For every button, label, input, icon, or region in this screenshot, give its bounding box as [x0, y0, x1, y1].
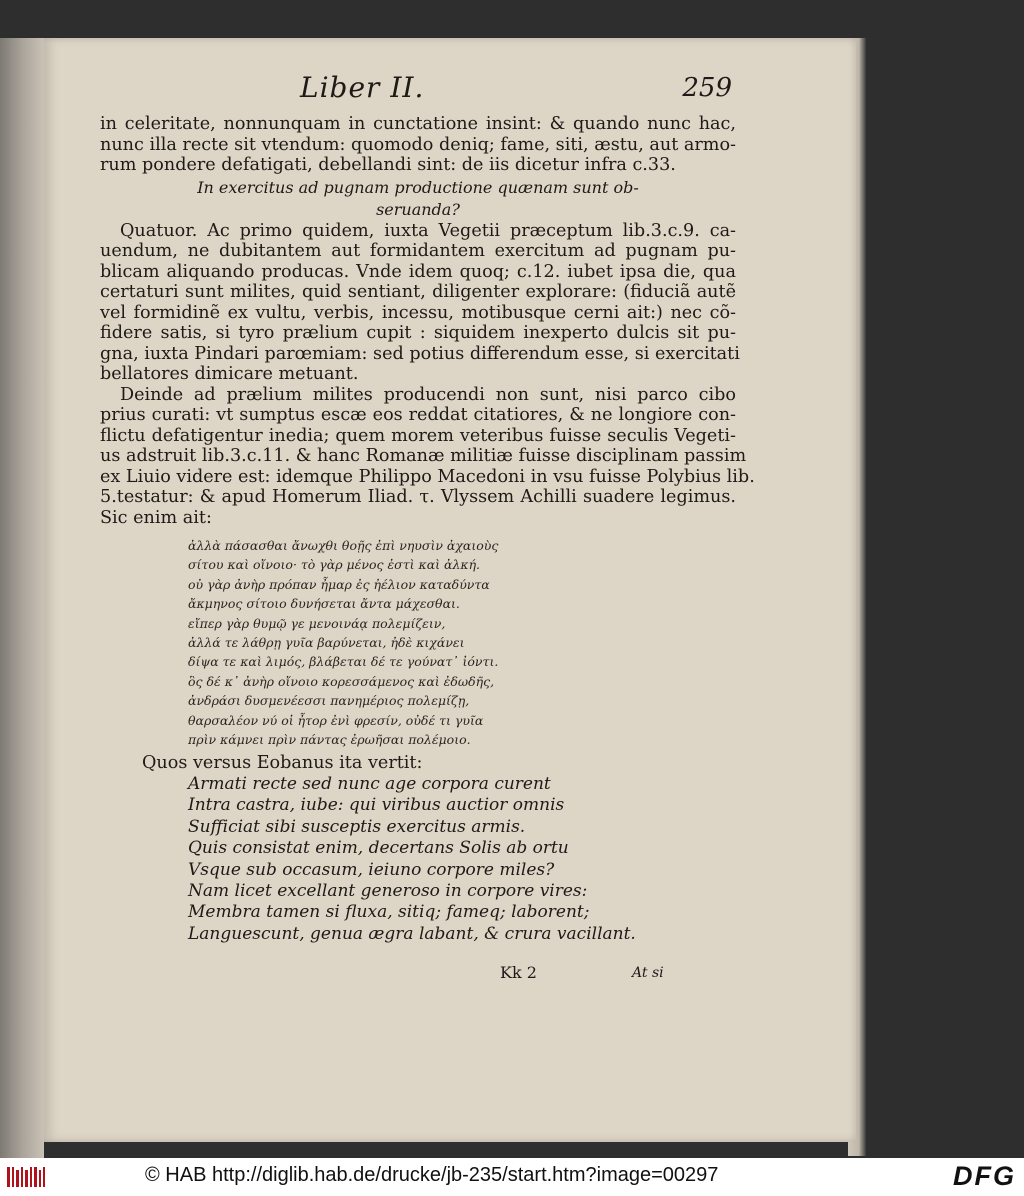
paragraph-line: 5.testatur: & apud Homerum Iliad. τ. Vlyssem Achilli suadere legimus. — [100, 487, 736, 507]
paragraph-line: us adstruit lib.3.c.11. & hanc Romanæ militiæ fuisse disciplinam passim — [100, 446, 747, 466]
latin-verse-line: Vsque sub occasum, ieiuno corpore miles? — [188, 859, 555, 880]
section-question-line: seruanda? — [376, 200, 460, 219]
paragraph-line: uendum, ne dubitantem aut formidantem exercitum ad pugnam pu- — [100, 241, 736, 261]
greek-verse-line: ἀλλὰ πάσασθαι ἄνωχθι θοῇς ἐπὶ νηυσὶν ἀχαιοὺς — [188, 538, 499, 553]
greek-verse-line: δίψα τε καὶ λιμός, βλάβεται δέ τε γούνατ᾽ ἰόντι. — [188, 654, 499, 670]
greek-verse-line: πρὶν κάμνει πρὶν πάντας ἐρωῆσαι πολέμοιο. — [188, 732, 471, 748]
paragraph-line: blicam aliquando producas. Vnde idem quoq; c.12. iubet ipsa die, qua — [100, 261, 736, 282]
paragraph-line: Deinde ad prælium milites producendi non sunt, nisi parco cibo — [120, 384, 736, 405]
text-line: rum pondere defatigati, debellandi sint: de iis dicetur infra c.33. — [100, 155, 676, 175]
greek-verse-line: ὃς δέ κ᾽ ἀνὴρ οἴνοιο κορεσσάμενος καὶ ἐδωδῆς, — [188, 673, 495, 689]
latin-verse-line: Languescunt, genua ægra labant, & crura vacillant. — [188, 923, 636, 944]
page-text — [100, 71, 755, 987]
section-question-line: In exercitus ad pugnam productione quænam sunt ob- — [197, 177, 639, 197]
paragraph-line: gna, iuxta Pindari parœmiam: sed potius differendum esse, si exercitati — [100, 343, 740, 364]
latin-verse-line: Intra castra, iube: qui viribus auctior omnis — [188, 795, 565, 816]
latin-verse-line: Quis consistat enim, decertans Solis ab ortu — [188, 838, 569, 859]
facing-page-edge — [0, 38, 44, 1158]
paragraph-line: Sic enim ait: — [100, 507, 212, 528]
book-page — [44, 38, 856, 1142]
greek-verse-line: εἴπερ γὰρ θυμῷ γε μενοινάᾳ πολεμίζειν, — [188, 615, 446, 631]
latin-verse-line: Membra tamen si fluxa, sitiq; fameq; laborent; — [188, 902, 590, 923]
running-head — [100, 71, 736, 114]
page-number: 259 — [682, 73, 732, 103]
paragraph-line: vel formidinẽ ex vultu, verbis, incessu, motibusque cerni ait:) nec cõ- — [100, 302, 736, 323]
greek-verse-line: ἀνδράσι δυσμενέεσσι πανημέριος πολεμίζῃ, — [188, 693, 470, 709]
viewer-footer — [0, 1158, 1024, 1196]
greek-verse-line: ἄκμηνος σίτοιο δυνήσεται ἄντα μάχεσθαι. — [188, 596, 460, 612]
greek-verse-line: σίτου καὶ οἴνοιο· τὸ γὰρ μένος ἐστὶ καὶ ἀλκή. — [188, 557, 481, 573]
text-line: in celeritate, nonnunquam in cunctatione insint: & quando nunc hac, — [100, 114, 736, 134]
paragraph-line: prius curati: vt sumptus escæ eos reddat citatiores, & ne longiore con- — [100, 405, 736, 425]
greek-verse-line: ἀλλά τε λάθρῃ γυῖα βαρύνεται, ἠδὲ κιχάνει — [188, 635, 465, 651]
greek-verse-line: οὐ γὰρ ἀνὴρ πρόπαν ἦμαρ ἐς ἠέλιον καταδύντα — [188, 576, 490, 592]
paragraph-line: Quatuor. Ac primo quidem, iuxta Vegetii præceptum lib.3.c.9. ca- — [120, 220, 736, 241]
signature-mark: Kk 2 — [500, 963, 537, 983]
latin-verse-line: Sufficiat sibi susceptis exercitus armis. — [188, 816, 526, 837]
hab-logo-icon — [6, 1164, 46, 1190]
greek-verse-line: θαρσαλέον νύ οἱ ἦτορ ἐνὶ φρεσίν, οὐδέ τι γυῖα — [188, 712, 484, 728]
paragraph-line: certaturi sunt milites, quid sentiant, diligenter explorare: (fiduciã autẽ — [100, 282, 736, 302]
latin-verse-line: Nam licet excellant generoso in corpore vires: — [188, 881, 588, 901]
greek-quotation — [188, 536, 736, 749]
latin-verse-line: Armati recte sed nunc age corpora curent — [188, 773, 551, 794]
paragraph-line: flictu defatigentur inedia; quem morem veteribus fuisse seculis Vegeti- — [100, 425, 736, 446]
paragraph-line: ex Liuio videre est: idemque Philippo Macedoni in vsu fuisse Polybius lib. — [100, 466, 755, 487]
copyright-link[interactable]: © HAB http://diglib.hab.de/drucke/jb-235/start.htm?image=00297 — [145, 1164, 719, 1186]
catchword: At si — [632, 965, 664, 982]
text-line: nunc illa recte sit vtendum: quomodo deniq; fame, siti, æstu, aut armo- — [100, 134, 736, 155]
paragraph-line: fidere satis, si tyro prælium cupit : siquidem inexperto dulcis sit pu- — [100, 323, 736, 343]
page-foot — [100, 953, 736, 987]
running-title: Liber II. — [300, 71, 425, 104]
latin-translation — [188, 774, 736, 945]
translation-intro: Quos versus Eobanus ita vertit: — [142, 753, 423, 774]
dfg-logo: DFG — [953, 1161, 1016, 1191]
paragraph-line: bellatores dimicare metuant. — [100, 364, 359, 384]
